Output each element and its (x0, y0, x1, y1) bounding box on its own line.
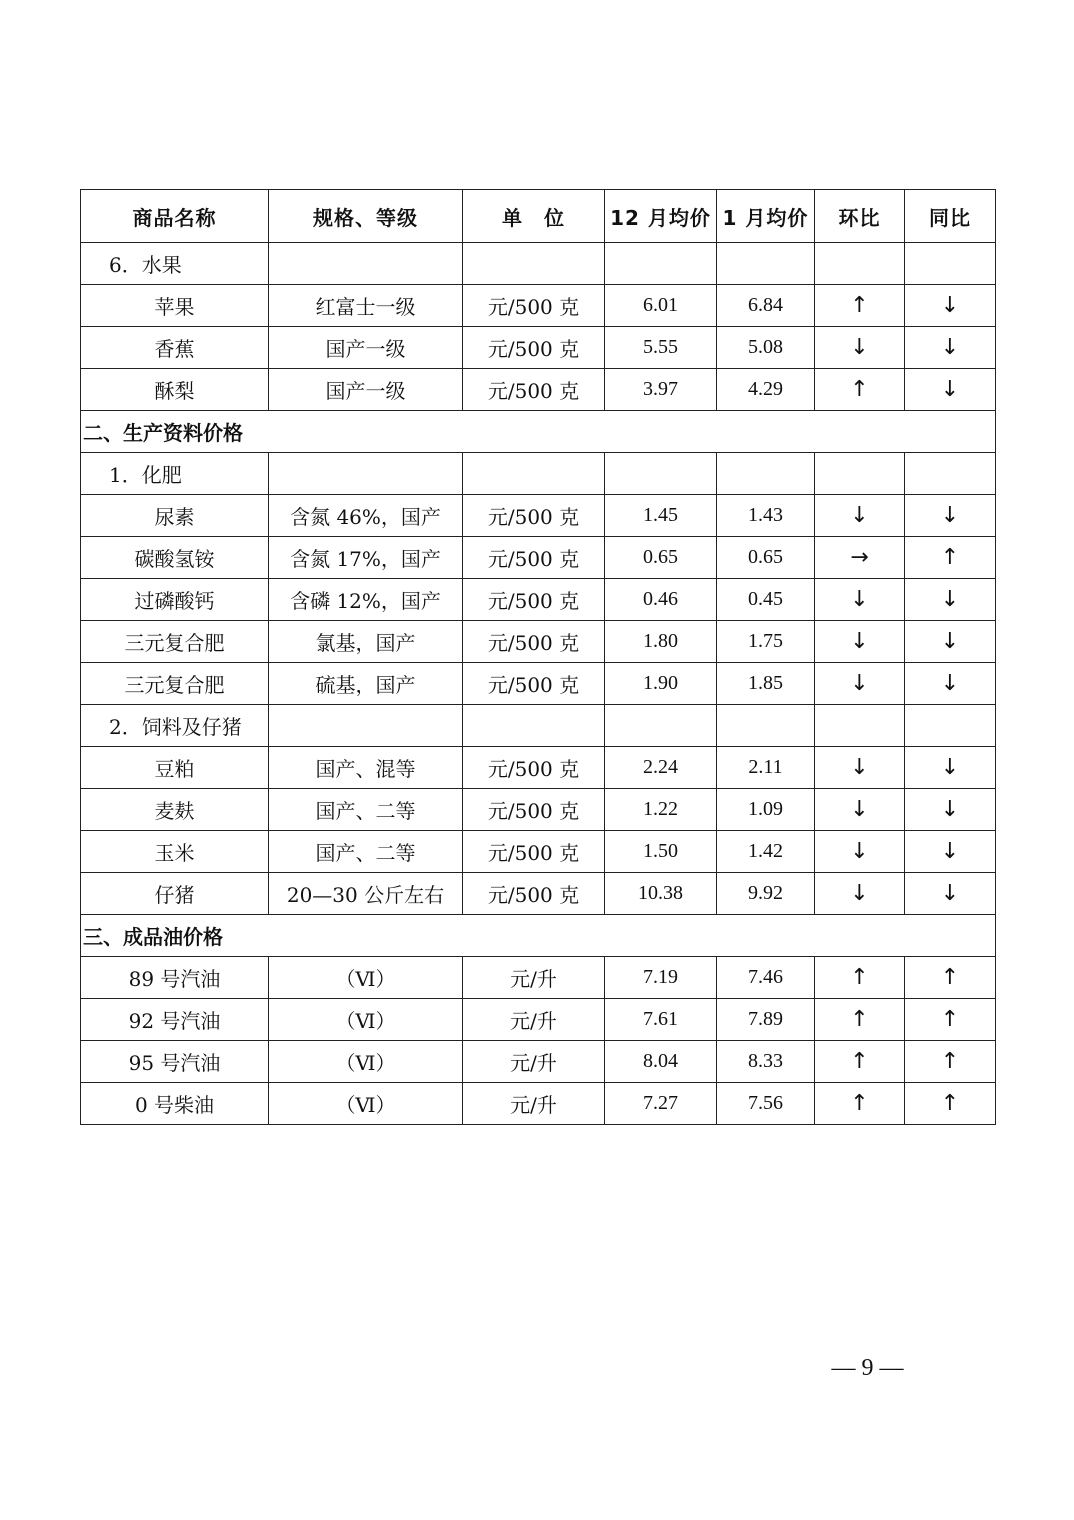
empty-cell (905, 453, 996, 495)
jan-price: 9.92 (717, 873, 815, 915)
table-row (81, 621, 996, 663)
dec-price: 1.90 (605, 663, 717, 705)
mom-arrow: ↑ (815, 369, 905, 411)
item-name: 89 号汽油 (81, 957, 269, 999)
item-name: 酥梨 (81, 369, 269, 411)
dec-price: 8.04 (605, 1041, 717, 1083)
item-name: 香蕉 (81, 327, 269, 369)
jan-price: 0.45 (717, 579, 815, 621)
jan-price: 1.85 (717, 663, 815, 705)
item-spec: 国产一级 (269, 369, 463, 411)
mom-arrow: ↑ (815, 1083, 905, 1125)
item-spec: （Ⅵ） (269, 1083, 463, 1125)
item-unit: 元/升 (463, 999, 605, 1041)
item-unit: 元/500 克 (463, 285, 605, 327)
header-mom: 环比 (815, 190, 905, 243)
jan-price: 5.08 (717, 327, 815, 369)
item-name: 豆粕 (81, 747, 269, 789)
table-row (81, 957, 996, 999)
item-unit: 元/500 克 (463, 537, 605, 579)
yoy-arrow: ↑ (905, 957, 996, 999)
yoy-arrow: ↑ (905, 1083, 996, 1125)
section-label: 三、成品油价格 (81, 915, 996, 957)
jan-price: 1.43 (717, 495, 815, 537)
item-name: 三元复合肥 (81, 663, 269, 705)
mom-arrow: ↑ (815, 957, 905, 999)
yoy-arrow: ↓ (905, 831, 996, 873)
yoy-arrow: ↓ (905, 621, 996, 663)
empty-cell (905, 705, 996, 747)
section-label: 二、生产资料价格 (81, 411, 996, 453)
empty-cell (815, 453, 905, 495)
item-unit: 元/500 克 (463, 495, 605, 537)
dec-price: 7.27 (605, 1083, 717, 1125)
item-spec: 国产、混等 (269, 747, 463, 789)
item-name: 玉米 (81, 831, 269, 873)
empty-cell (905, 243, 996, 285)
item-name: 仔猪 (81, 873, 269, 915)
header-row (81, 190, 996, 243)
table-row (81, 369, 996, 411)
yoy-arrow: ↓ (905, 369, 996, 411)
table-row (81, 579, 996, 621)
header-jan-price: 1 月均价 (717, 190, 815, 243)
item-unit: 元/500 克 (463, 327, 605, 369)
table-row (81, 999, 996, 1041)
section-row (81, 915, 996, 957)
page-number: — 9 — (831, 1355, 904, 1381)
table-row (81, 327, 996, 369)
item-spec: 20—30 公斤左右 (269, 873, 463, 915)
empty-cell (815, 243, 905, 285)
item-spec: （Ⅵ） (269, 1041, 463, 1083)
subcategory-label: 2．饲料及仔猪 (81, 705, 269, 747)
empty-cell (605, 243, 717, 285)
empty-cell (717, 705, 815, 747)
item-name: 三元复合肥 (81, 621, 269, 663)
dec-price: 7.19 (605, 957, 717, 999)
yoy-arrow: ↓ (905, 747, 996, 789)
item-unit: 元/500 克 (463, 747, 605, 789)
item-name: 碳酸氢铵 (81, 537, 269, 579)
yoy-arrow: ↑ (905, 537, 996, 579)
jan-price: 8.33 (717, 1041, 815, 1083)
empty-cell (463, 243, 605, 285)
item-spec: 含氮 17%，国产 (269, 537, 463, 579)
empty-cell (605, 705, 717, 747)
subcategory-label: 6．水果 (81, 243, 269, 285)
item-unit: 元/500 克 (463, 579, 605, 621)
item-spec: （Ⅵ） (269, 999, 463, 1041)
item-spec: 硫基，国产 (269, 663, 463, 705)
jan-price: 7.89 (717, 999, 815, 1041)
empty-cell (815, 705, 905, 747)
item-name: 过磷酸钙 (81, 579, 269, 621)
mom-arrow: → (815, 537, 905, 579)
mom-arrow: ↓ (815, 621, 905, 663)
dec-price: 5.55 (605, 327, 717, 369)
empty-cell (269, 705, 463, 747)
subcategory-label: 1．化肥 (81, 453, 269, 495)
jan-price: 2.11 (717, 747, 815, 789)
mom-arrow: ↓ (815, 495, 905, 537)
item-spec: 红富士一级 (269, 285, 463, 327)
table-row (81, 537, 996, 579)
item-spec: 氯基，国产 (269, 621, 463, 663)
dec-price: 0.65 (605, 537, 717, 579)
mom-arrow: ↓ (815, 327, 905, 369)
empty-cell (717, 453, 815, 495)
table-row (81, 831, 996, 873)
subcategory-row (81, 453, 996, 495)
header-name: 商品名称 (81, 190, 269, 243)
item-unit: 元/升 (463, 1041, 605, 1083)
table-row (81, 663, 996, 705)
item-unit: 元/升 (463, 1083, 605, 1125)
dec-price: 1.80 (605, 621, 717, 663)
table-row (81, 789, 996, 831)
item-spec: 国产一级 (269, 327, 463, 369)
subcategory-row (81, 243, 996, 285)
yoy-arrow: ↓ (905, 873, 996, 915)
subcategory-row (81, 705, 996, 747)
header-yoy: 同比 (905, 190, 996, 243)
item-name: 0 号柴油 (81, 1083, 269, 1125)
mom-arrow: ↓ (815, 789, 905, 831)
yoy-arrow: ↓ (905, 789, 996, 831)
item-unit: 元/500 克 (463, 831, 605, 873)
yoy-arrow: ↓ (905, 579, 996, 621)
item-name: 95 号汽油 (81, 1041, 269, 1083)
dec-price: 1.50 (605, 831, 717, 873)
item-name: 尿素 (81, 495, 269, 537)
jan-price: 4.29 (717, 369, 815, 411)
dec-price: 0.46 (605, 579, 717, 621)
item-spec: 国产、二等 (269, 831, 463, 873)
dec-price: 7.61 (605, 999, 717, 1041)
table-row (81, 495, 996, 537)
empty-cell (269, 243, 463, 285)
header-unit: 单 位 (463, 190, 605, 243)
item-unit: 元/500 克 (463, 873, 605, 915)
jan-price: 1.42 (717, 831, 815, 873)
table-body (81, 243, 996, 1125)
dec-price: 2.24 (605, 747, 717, 789)
price-table (80, 189, 996, 1125)
yoy-arrow: ↓ (905, 495, 996, 537)
jan-price: 0.65 (717, 537, 815, 579)
mom-arrow: ↑ (815, 999, 905, 1041)
mom-arrow: ↓ (815, 663, 905, 705)
mom-arrow: ↑ (815, 1041, 905, 1083)
item-spec: 含磷 12%，国产 (269, 579, 463, 621)
yoy-arrow: ↓ (905, 663, 996, 705)
header-spec: 规格、等级 (269, 190, 463, 243)
empty-cell (463, 705, 605, 747)
table-row (81, 747, 996, 789)
empty-cell (717, 243, 815, 285)
item-name: 苹果 (81, 285, 269, 327)
yoy-arrow: ↓ (905, 285, 996, 327)
empty-cell (269, 453, 463, 495)
mom-arrow: ↑ (815, 285, 905, 327)
yoy-arrow: ↑ (905, 1041, 996, 1083)
table-row (81, 1083, 996, 1125)
mom-arrow: ↓ (815, 873, 905, 915)
jan-price: 7.56 (717, 1083, 815, 1125)
jan-price: 7.46 (717, 957, 815, 999)
jan-price: 1.09 (717, 789, 815, 831)
yoy-arrow: ↑ (905, 999, 996, 1041)
mom-arrow: ↓ (815, 747, 905, 789)
item-unit: 元/500 克 (463, 621, 605, 663)
dec-price: 6.01 (605, 285, 717, 327)
table-row (81, 873, 996, 915)
item-unit: 元/升 (463, 957, 605, 999)
table-row (81, 285, 996, 327)
mom-arrow: ↓ (815, 831, 905, 873)
item-spec: 国产、二等 (269, 789, 463, 831)
section-row (81, 411, 996, 453)
empty-cell (605, 453, 717, 495)
empty-cell (463, 453, 605, 495)
mom-arrow: ↓ (815, 579, 905, 621)
header-dec-price: 12 月均价 (605, 190, 717, 243)
item-name: 92 号汽油 (81, 999, 269, 1041)
item-spec: 含氮 46%，国产 (269, 495, 463, 537)
dec-price: 3.97 (605, 369, 717, 411)
dec-price: 1.45 (605, 495, 717, 537)
item-unit: 元/500 克 (463, 789, 605, 831)
item-unit: 元/500 克 (463, 369, 605, 411)
item-name: 麦麸 (81, 789, 269, 831)
jan-price: 1.75 (717, 621, 815, 663)
dec-price: 10.38 (605, 873, 717, 915)
item-unit: 元/500 克 (463, 663, 605, 705)
table-row (81, 1041, 996, 1083)
table-header (81, 190, 996, 243)
yoy-arrow: ↓ (905, 327, 996, 369)
item-spec: （Ⅵ） (269, 957, 463, 999)
dec-price: 1.22 (605, 789, 717, 831)
jan-price: 6.84 (717, 285, 815, 327)
